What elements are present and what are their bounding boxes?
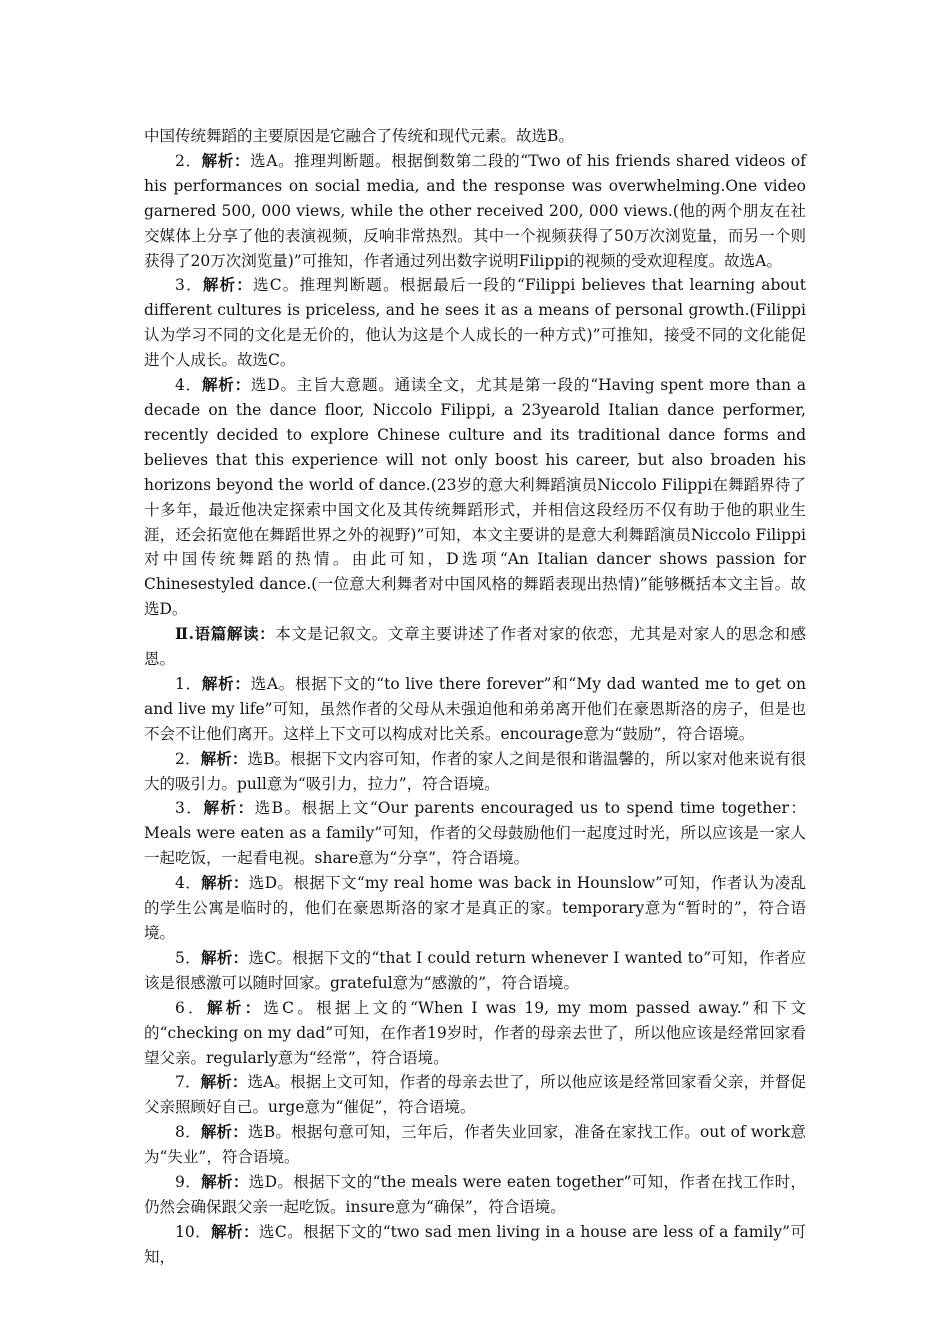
explanation-item bbox=[144, 871, 806, 946]
item-text: 选A。根据上文可知，作者的母亲去世了，所以他应该是经常回家看父亲，并督促父亲照顾好自己。urge意为“催促”，符合语境。 bbox=[144, 1073, 806, 1117]
explanation-item bbox=[144, 273, 806, 373]
section-text: 本文是记叙文。文章主要讲述了作者对家的依恋，尤其是对家人的思念和感恩。 bbox=[144, 625, 806, 669]
item-text: 选B。根据下文内容可知，作者的家人之间是很和谐温馨的，所以家对他来说有很大的吸引力。pull意为“吸引力，拉力”，符合语境。 bbox=[144, 749, 806, 793]
item-label: 解析： bbox=[211, 1221, 259, 1241]
item-number: 3． bbox=[175, 799, 204, 818]
paragraph-text: 中国传统舞蹈的主要原因是它融合了传统和现代元素。故选B。 bbox=[144, 127, 574, 145]
item-text: 选B。根据句意可知，三年后，作者失业回家，准备在家找工作。out of work意为“失业”，符合语境。 bbox=[144, 1123, 806, 1167]
explanation-item bbox=[144, 1070, 806, 1120]
explanation-item bbox=[144, 672, 806, 747]
item-text: 选A。推理判断题。根据倒数第二段的“Two of his friends shared videos of his performances on social media, and the response was overwhelming.One video garnered 500, 000 views, while the other received 200, 000 views.(他的两个朋友在社交媒体上分享了他的表演视频，反响非常热烈。其中一个视频获得了50万次浏览量，而另一个则获得了20万次浏览量)”可推知，作者通过列出数字说明Filippi的视频的受欢迎程度。故选A。 bbox=[144, 151, 806, 270]
explanation-item bbox=[144, 796, 806, 871]
item-number: 2． bbox=[175, 151, 202, 170]
item-text: 选C。根据上文的“When I was 19, my mom passed away.”和下文的“checking on my dad”可知，在作者19岁时，作者的母亲去世了，所以他应该是经常回家看望父亲。regularly意为“经常”，符合语境。 bbox=[144, 998, 806, 1067]
item-text: 选D。根据下文的“the meals were eaten together”可知，作者在找工作时，仍然会确保跟父亲一起吃饭。insure意为“确保”，符合语境。 bbox=[144, 1173, 806, 1216]
item-text: 选B。根据上文“Our parents encouraged us to spend time together：Meals were eaten as a family”可知，作者的父母鼓励他们一起度过时光，所以应该是一家人一起吃饭，一起看电视。share意为“分享”，符合语境。 bbox=[144, 799, 806, 868]
item-label: 解析： bbox=[206, 997, 264, 1017]
item-label: 解析： bbox=[201, 375, 251, 395]
explanation-item bbox=[144, 996, 806, 1071]
item-number: 5． bbox=[175, 948, 201, 967]
item-number: 6． bbox=[175, 998, 207, 1017]
explanation-item bbox=[144, 1170, 806, 1220]
answer-explanations bbox=[144, 124, 806, 1270]
explanation-item bbox=[144, 373, 806, 622]
item-label: 解析： bbox=[201, 873, 249, 893]
item-number: 10． bbox=[175, 1222, 212, 1241]
item-number: 7． bbox=[175, 1073, 201, 1092]
item-label: 解析： bbox=[201, 673, 251, 693]
item-number: 4． bbox=[175, 874, 202, 893]
explanation-item bbox=[144, 1220, 806, 1270]
item-number: 9． bbox=[175, 1173, 202, 1192]
item-label: 解析： bbox=[200, 1122, 249, 1142]
item-number: 1． bbox=[175, 674, 202, 693]
item-number: 4． bbox=[175, 376, 202, 395]
item-text: 选D。主旨大意题。通读全文，尤其是第一段的“Having spent more than a decade on the dance floor, Niccolo Filippi, a 23yearold Italian dance performer, recently decided to explore Chinese culture and its traditional dance forms and believes that this experience will not only boost his career, but also broaden his horizons beyond the world of dance.(23岁的意大利舞蹈演员Niccolo Filippi在舞蹈界待了十多年，最近他决定探索中国文化及其传统舞蹈形式，并相信这段经历不仅有助于他的职业生涯，还会拓宽他在舞蹈世界之外的视野)”可知，本文主要讲的是意大利舞蹈演员Niccolo Filippi对中国传统舞蹈的热情。由此可知，D选项“An Italian dancer shows passion for Chinesestyled dance.(一位意大利舞者对中国风格的舞蹈表现出热情)”能够概括本文主旨。故选D。 bbox=[144, 376, 806, 619]
item-label: 解析： bbox=[201, 1172, 249, 1192]
item-label: 解析： bbox=[200, 1072, 248, 1092]
item-label: 解析： bbox=[203, 798, 255, 818]
item-number: 2． bbox=[175, 749, 201, 768]
item-number: 8． bbox=[175, 1123, 201, 1142]
explanation-item bbox=[144, 1120, 806, 1170]
section-reading-summary bbox=[144, 622, 806, 672]
item-text: 选A。根据下文的“to live there forever”和“My dad wanted me to get on and live my life”可知，虽然作者的父母从未强迫他和弟弟离开他们在豪恩斯洛的房子，但是也不会不让他们离开。这样上下文可以构成对比关系。encourage意为“鼓励”，符合语境。 bbox=[144, 674, 806, 743]
item-text: 选C。根据下文的“two sad men living in a house are less of a family”可知， bbox=[144, 1222, 806, 1266]
item-label: 解析： bbox=[202, 275, 253, 295]
item-label: 解析： bbox=[200, 748, 248, 768]
explanation-item bbox=[144, 747, 806, 797]
item-label: 解析： bbox=[201, 947, 249, 967]
paragraph-continued bbox=[144, 124, 806, 149]
item-label: 解析： bbox=[201, 150, 251, 170]
explanation-item bbox=[144, 149, 806, 274]
item-text: 选C。推理判断题。根据最后一段的“Filippi believes that learning about different cultures is priceless, and he sees it as a means of personal growth.(Filippi认为学习不同的文化是无价的，他认为这是个人成长的一种方式)”可推知，接受不同的文化能促进个人成长。故选C。 bbox=[144, 276, 806, 370]
section-heading: Ⅱ.语篇解读： bbox=[175, 624, 276, 644]
item-number: 3． bbox=[175, 276, 203, 295]
explanation-item bbox=[144, 946, 806, 996]
item-text: 选D。根据下文“my real home was back in Hounslow”可知，作者认为凌乱的学生公寓是临时的，他们在豪恩斯洛的家才是真正的家。temporary意为“暂时的”，符合语境。 bbox=[144, 874, 806, 942]
item-text: 选C。根据下文的“that I could return whenever I wanted to”可知，作者应该是很感激可以随时回家。grateful意为“感激的”，符合语境。 bbox=[144, 948, 806, 992]
